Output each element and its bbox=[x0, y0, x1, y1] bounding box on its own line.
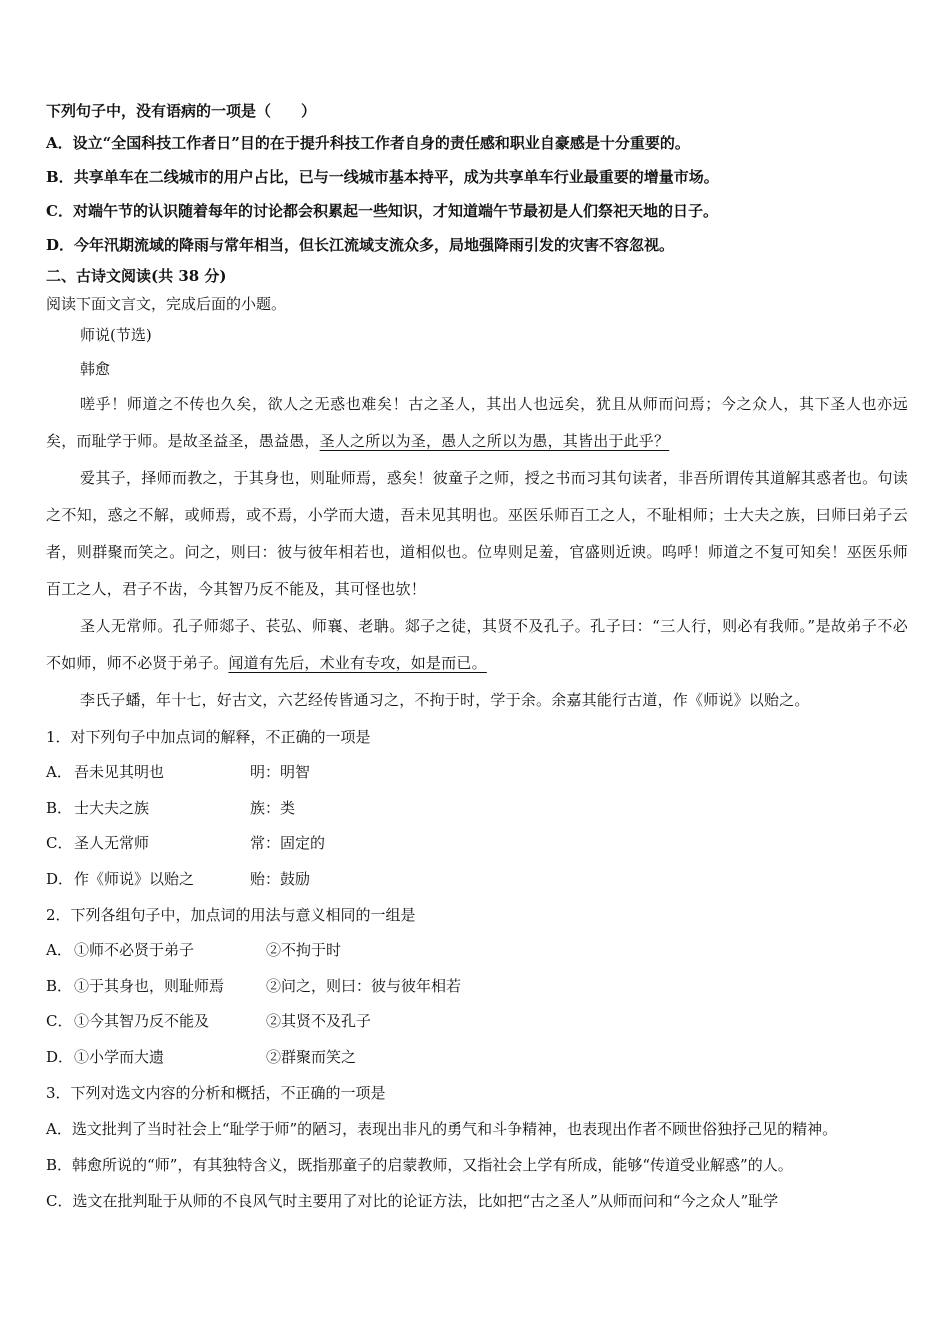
option-sentence: 吾未见其明也 bbox=[74, 763, 165, 781]
passage-author: 韩愈 bbox=[80, 360, 111, 378]
option-text: 选文在批判耻于从师的不良风气时主要用了对比的论证方法，比如把“古之圣人”从师而问和“今之众人”耻学 bbox=[72, 1192, 779, 1210]
passage-paragraph-3 bbox=[46, 608, 908, 682]
option-a[interactable] bbox=[46, 126, 908, 160]
option-sentence-1: ①于其身也，则耻师焉 bbox=[74, 976, 225, 995]
option-label: C． bbox=[46, 1192, 73, 1210]
q1-option-b[interactable] bbox=[46, 791, 908, 827]
option-label: A． bbox=[46, 134, 73, 152]
option-label: D． bbox=[46, 236, 75, 254]
option-explanation: 明：明智 bbox=[250, 763, 311, 781]
option-sentence-1: ①小学而大遗 bbox=[74, 1047, 165, 1066]
question-1-stem: 1．对下列句子中加点词的解释，不正确的一项是 bbox=[46, 728, 371, 746]
passage-paragraph-2: 爱其子，择师而教之，于其身也，则耻师焉，惑矣！彼童子之师，授之书而习其句读者，非吾所谓传其道解其惑者也。句读之不知，惑之不解，或师焉，或不焉，小学而大遗，吾未见其明也。巫医乐师百工之人，不耻相师；士大夫之族，曰师曰弟子云者，则群聚而笑之。问之，则曰：彼与彼年相若也，道相似也。位卑则足羞，官盛则近谀。呜呼！师道之不复可知矣！巫医乐师百工之人，君子不齿，今其智乃反不能及，其可怪也欤！ bbox=[46, 469, 908, 598]
option-text: 韩愈所说的“师”，有其独特含义，既指那童子的启蒙教师，又指社会上学有所成，能够“传道受业解惑”的人。 bbox=[72, 1156, 793, 1174]
option-explanation: 族：类 bbox=[250, 798, 296, 817]
option-sentence: 圣人无常师 bbox=[74, 834, 150, 852]
option-label: C． bbox=[46, 202, 73, 220]
underlined-sentence: 圣人之所以为圣，愚人之所以为愚，其皆出于此乎？ bbox=[319, 432, 670, 450]
option-text: 今年汛期流域的降雨与常年相当，但长江流域支流众多，局地强降雨引发的灾害不容忽视。 bbox=[74, 236, 675, 254]
option-sentence-1: ①今其智乃反不能及 bbox=[74, 1012, 210, 1030]
option-label: A． bbox=[46, 1120, 72, 1138]
q3-option-c[interactable] bbox=[46, 1183, 908, 1219]
option-label: B． bbox=[46, 1156, 73, 1174]
option-explanation: 常：固定的 bbox=[250, 834, 326, 852]
section-heading: 二、古诗文阅读(共 38 分) bbox=[46, 267, 227, 285]
document-page bbox=[46, 96, 908, 1219]
option-label: D． bbox=[46, 1047, 74, 1066]
option-text: 设立“全国科技工作者日”目的在于提升科技工作者自身的责任感和职业自豪感是十分重要的。 bbox=[72, 134, 690, 152]
option-c[interactable] bbox=[46, 194, 908, 228]
option-label: B． bbox=[46, 798, 73, 817]
option-sentence-1: ①师不必贤于弟子 bbox=[74, 941, 195, 959]
q1-option-d[interactable] bbox=[46, 862, 908, 898]
question-3-stem: 3．下列对选文内容的分析和概括，不正确的一项是 bbox=[46, 1084, 386, 1102]
option-d[interactable] bbox=[46, 228, 908, 262]
paragraph-text: 圣人无常师。孔子师郯子、苌弘、师襄、老聃。郯子之徒，其贤不及孔子。孔子曰：“三人行，则必有我师。”是故弟子不必不如师，师不必贤于弟子。 bbox=[46, 617, 908, 672]
option-sentence-2: ②群聚而笑之 bbox=[266, 1047, 357, 1066]
option-sentence: 士大夫之族 bbox=[74, 798, 150, 817]
underlined-sentence: 闻道有先后，术业有专攻，如是而已。 bbox=[228, 654, 487, 672]
passage-paragraph-1 bbox=[46, 386, 908, 460]
option-label: D． bbox=[46, 869, 74, 888]
option-explanation: 贻：鼓励 bbox=[250, 869, 311, 888]
q1-option-c[interactable] bbox=[46, 826, 908, 862]
option-sentence: 作《师说》以贻之 bbox=[74, 869, 195, 888]
option-text: 共享单车在二线城市的用户占比，已与一线城市基本持平，成为共享单车行业最重要的增量市场。 bbox=[73, 168, 719, 186]
paragraph-text: 嗟乎！师道之不传也久矣，欲人之无惑也难矣！古之圣人，其出人也远矣，犹且从师而问焉；今之众人，其下圣人也亦远矣，而耻学于师。是故圣益圣，愚益愚， bbox=[46, 395, 908, 450]
option-sentence-2: ②问之，则曰：彼与彼年相若 bbox=[266, 976, 462, 995]
option-text: 选文批判了当时社会上“耻学于师”的陋习，表现出非凡的勇气和斗争精神，也表现出作者不顾世俗独抒己见的精神。 bbox=[71, 1120, 838, 1138]
option-sentence-2: ②不拘于时 bbox=[266, 941, 342, 959]
option-label: A． bbox=[46, 763, 72, 781]
q3-option-a[interactable] bbox=[46, 1111, 908, 1147]
q1-option-a[interactable] bbox=[46, 755, 908, 791]
passage-paragraph-4: 李氏子蟠，年十七，好古文，六艺经传皆通习之，不拘于时，学于余。余嘉其能行古道，作《师说》以贻之。 bbox=[80, 691, 810, 709]
q2-option-c[interactable] bbox=[46, 1004, 908, 1040]
option-label: B． bbox=[46, 168, 74, 186]
reading-instruction: 阅读下面文言文，完成后面的小题。 bbox=[46, 295, 287, 313]
q2-option-b[interactable] bbox=[46, 969, 908, 1005]
option-b[interactable] bbox=[46, 160, 908, 194]
option-text: 对端午节的认识随着每年的讨论都会积累起一些知识，才知道端午节最初是人们祭祀天地的日子。 bbox=[72, 202, 718, 220]
option-sentence-2: ②其贤不及孔子 bbox=[266, 1012, 372, 1030]
question-stem: 下列句子中，没有语病的一项是（ ） bbox=[46, 102, 317, 120]
q2-option-d[interactable] bbox=[46, 1040, 908, 1076]
question-2-stem: 2．下列各组句子中，加点词的用法与意义相同的一组是 bbox=[46, 906, 416, 924]
q3-option-b[interactable] bbox=[46, 1147, 908, 1183]
passage-title: 师说(节选) bbox=[80, 326, 152, 344]
option-label: B． bbox=[46, 976, 73, 995]
q2-option-a[interactable] bbox=[46, 933, 908, 969]
option-label: C． bbox=[46, 834, 73, 852]
option-label: C． bbox=[46, 1012, 73, 1030]
option-label: A． bbox=[46, 941, 72, 959]
